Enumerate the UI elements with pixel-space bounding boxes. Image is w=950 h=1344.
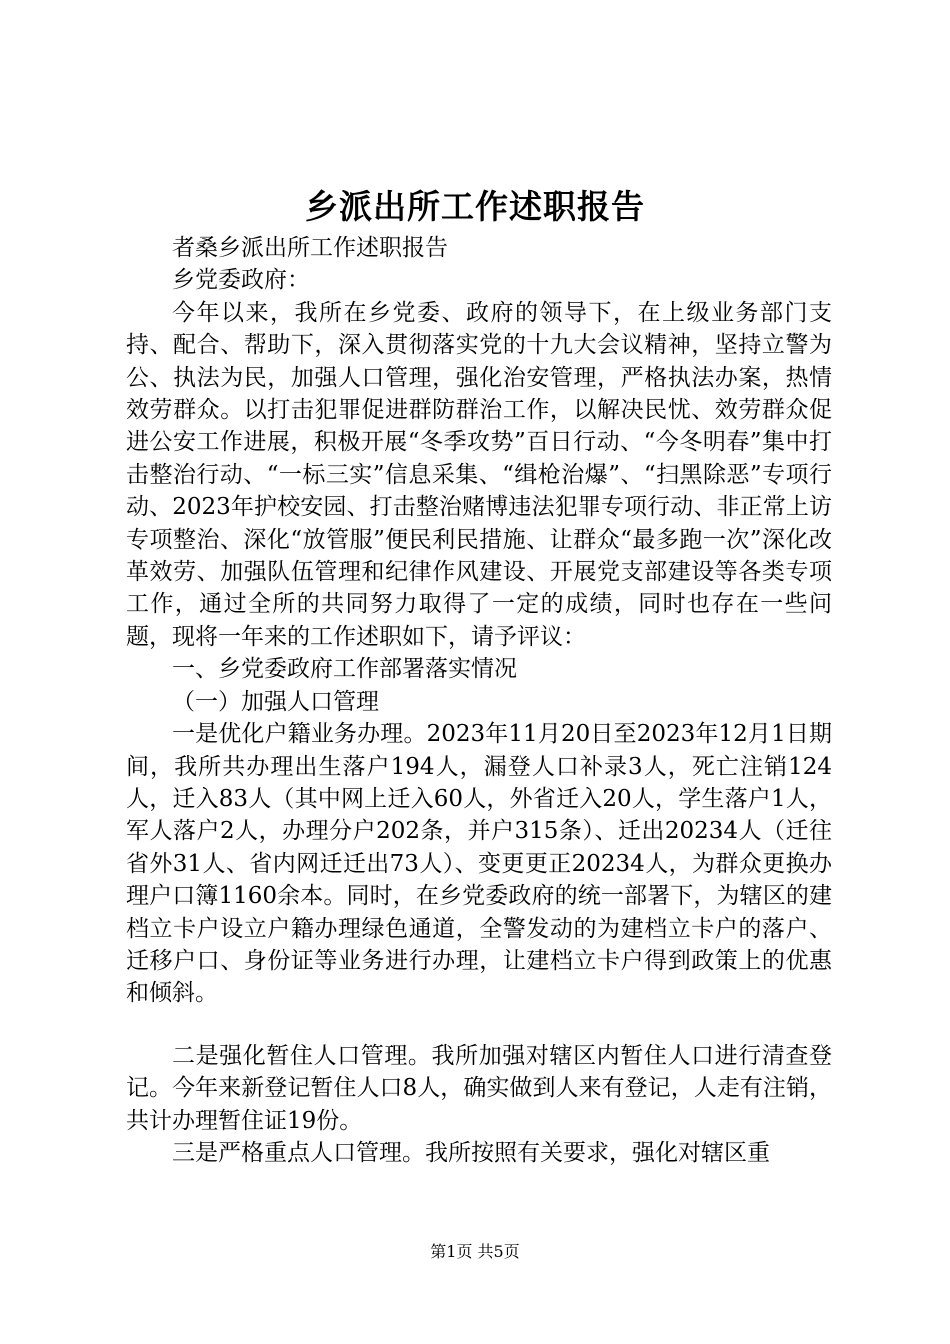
paragraph-household-registration: 一是优化户籍业务办理。2023年11月20日至2023年12月1日期间，我所共办理出生落户194人，漏登人口补录3人，死亡注销124人，迁入83人（其中网上迁入60人，外省迁入20人，学生落户1人，军人落户2人，办理分户202条，并户315条）、迁出20234人（迁往省外31人、省内网迁迁出73人）、变更更正20234人，为群众更换办理户口簿1160余本。同时，在乡党委政府的统一部署下，为辖区的建档立卡户设立户籍办理绿色通道，全警发动的为建档立卡户的落户、迁移户口、身份证等业务进行办理，让建档立卡户得到政策上的优惠和倾斜。	[126, 721, 832, 1007]
document-title: 乡派出所工作述职报告	[305, 187, 645, 226]
paragraph-salutation: 乡党委政府：	[172, 267, 310, 294]
page-footer: 第1页 共5页	[430, 1242, 520, 1261]
document-body	[126, 232, 832, 1169]
section-heading: 一、乡党委政府工作部署落实情况	[172, 656, 517, 683]
paragraph-key-population: 三是严格重点人口管理。我所按照有关要求，强化对辖区重	[172, 1139, 770, 1166]
paragraph-introduction: 今年以来，我所在乡党委、政府的领导下，在上级业务部门支持、配合、帮助下，深入贯彻落实党的十九大会议精神，坚持立警为公、执法为民，加强人口管理，强化治安管理，严格执法办案，热情效劳群众。以打击犯罪促进群防群治工作，以解决民忧、效劳群众促进公安工作进展，积极开展“冬季攻势”百日行动、“今冬明春”集中打击整治行动、“一标三实”信息采集、“缉枪治爆”、“扫黑除恶”专项行动、2023年护校安园、打击整治赌博违法犯罪专项行动、非正常上访专项整治、深化“放管服”便民利民措施、让群众“最多跑一次”深化改革效劳、加强队伍管理和纪律作风建设、开展党支部建设等各类专项工作，通过全所的共同努力取得了一定的成绩，同时也存在一些问题，现将一年来的工作述职如下，请予评议：	[126, 299, 832, 650]
subsection-heading: （一）加强人口管理	[172, 688, 379, 715]
paragraph-temporary-residents: 二是强化暂住人口管理。我所加强对辖区内暂住人口进行清查登记。今年来新登记暂住人口8人，确实做到人来有登记，人走有注销，共计办理暂住证19份。	[126, 1042, 832, 1134]
paragraph-heading-line: 者桑乡派出所工作述职报告	[172, 235, 448, 261]
